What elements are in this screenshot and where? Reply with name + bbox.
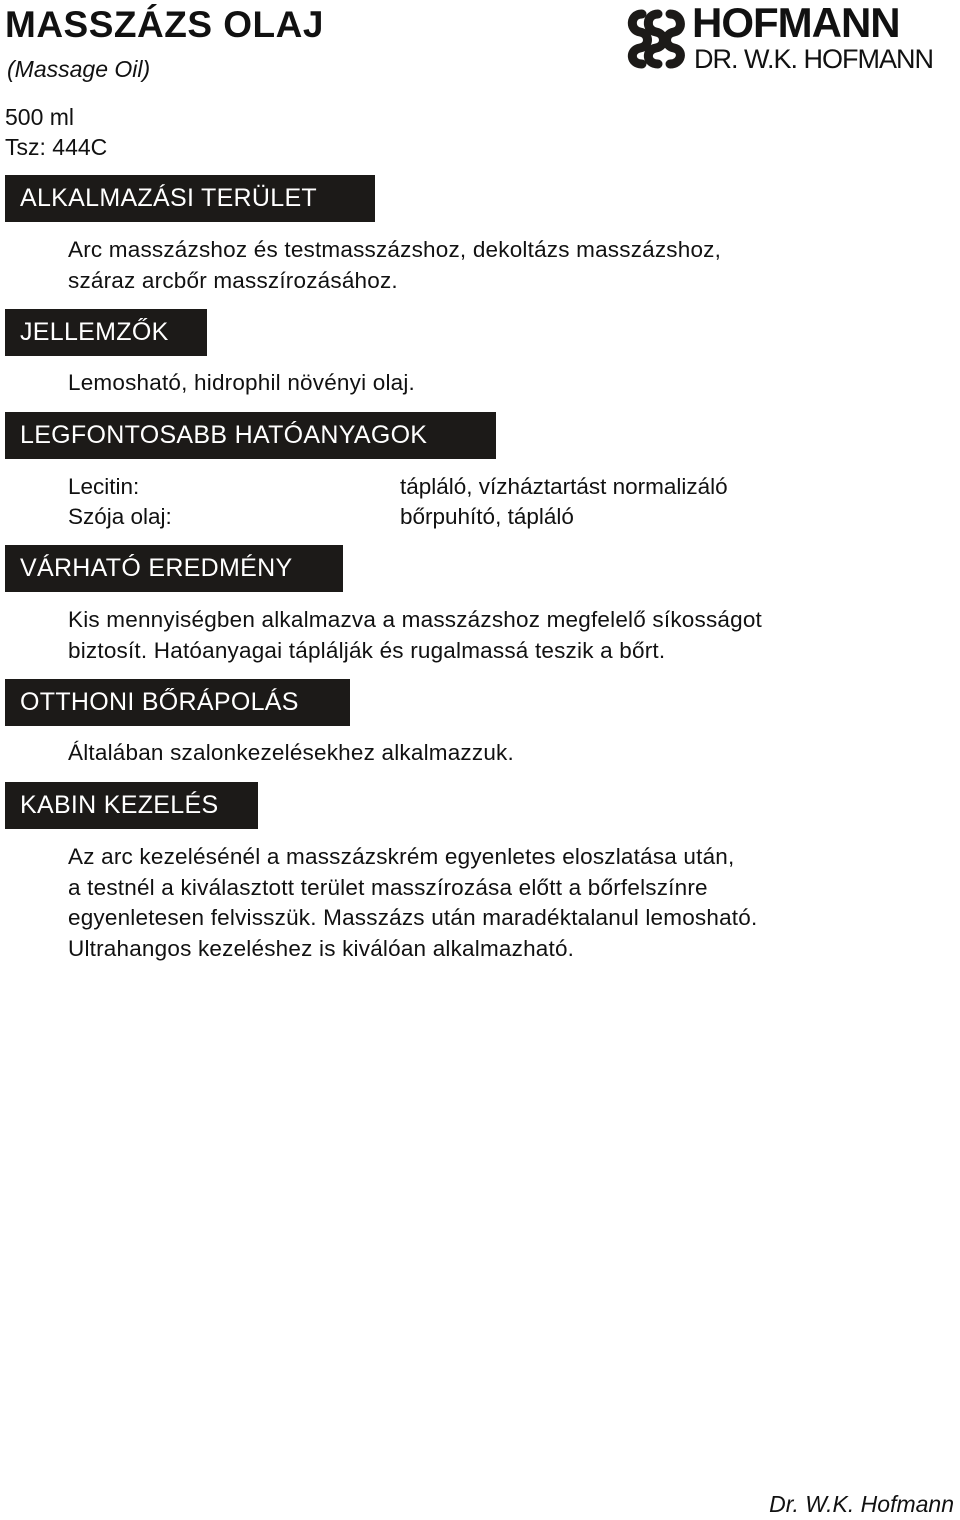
section-heading-area: ALKALMAZÁSI TERÜLET bbox=[5, 175, 375, 222]
section-body-area bbox=[68, 235, 938, 296]
text-line: Kis mennyiségben alkalmazva a masszázshoz megfelelő síkosságot bbox=[68, 607, 762, 632]
section-body-home bbox=[68, 738, 938, 769]
brand-logo bbox=[624, 0, 944, 74]
section-heading-result: VÁRHATÓ EREDMÉNY bbox=[5, 545, 343, 592]
text-line: Az arc kezelésénél a masszázskrém egyenletes eloszlatása után, bbox=[68, 844, 735, 869]
section-heading-cabin: KABIN KEZELÉS bbox=[5, 782, 258, 829]
text-line: biztosít. Hatóanyagai táplálják és rugalmassá teszik a bőrt. bbox=[68, 637, 666, 663]
brand-subname: DR. W.K. HOFMANN bbox=[694, 44, 933, 74]
text-line: száraz arcbőr masszírozásához. bbox=[68, 267, 398, 293]
text-line: egyenletesen felvisszük. Masszázs után maradéktalanul lemosható. bbox=[68, 905, 758, 930]
brand-name: HOFMANN bbox=[692, 0, 900, 46]
text-line: a testnél a kiválasztott terület masszírozása előtt a bőrfelszínre bbox=[68, 874, 708, 900]
hofmann-monogram-icon bbox=[624, 6, 692, 72]
ingredient-effect: bőrpuhító, tápláló bbox=[400, 504, 574, 529]
footer-signature: Dr. W.K. Hofmann bbox=[769, 1491, 954, 1517]
text-line: Ultrahangos kezeléshez is kiválóan alkalmazható. bbox=[68, 935, 575, 961]
ingredient-name: Szója olaj: bbox=[68, 504, 172, 529]
section-body-result bbox=[68, 605, 938, 666]
text-line: Lemosható, hidrophil növényi olaj. bbox=[68, 370, 416, 395]
product-title: MASSZÁZS OLAJ bbox=[5, 4, 324, 45]
product-code: Tsz: 444C bbox=[5, 134, 108, 160]
text-line: Arc masszázshoz és testmasszázshoz, dekoltázs masszázshoz, bbox=[68, 237, 722, 262]
section-heading-home: OTTHONI BŐRÁPOLÁS bbox=[5, 679, 350, 726]
product-volume: 500 ml bbox=[5, 104, 75, 130]
section-heading-features: JELLEMZŐK bbox=[5, 309, 207, 356]
product-subtitle: (Massage Oil) bbox=[7, 56, 151, 82]
text-line: Általában szalonkezelésekhez alkalmazzuk. bbox=[68, 740, 514, 765]
ingredient-name: Lecitin: bbox=[68, 474, 140, 499]
section-heading-ingredients: LEGFONTOSABB HATÓANYAGOK bbox=[5, 412, 496, 459]
ingredient-effect: tápláló, vízháztartást normalizáló bbox=[400, 474, 728, 499]
section-body-cabin bbox=[68, 842, 938, 964]
section-body-features bbox=[68, 368, 938, 399]
